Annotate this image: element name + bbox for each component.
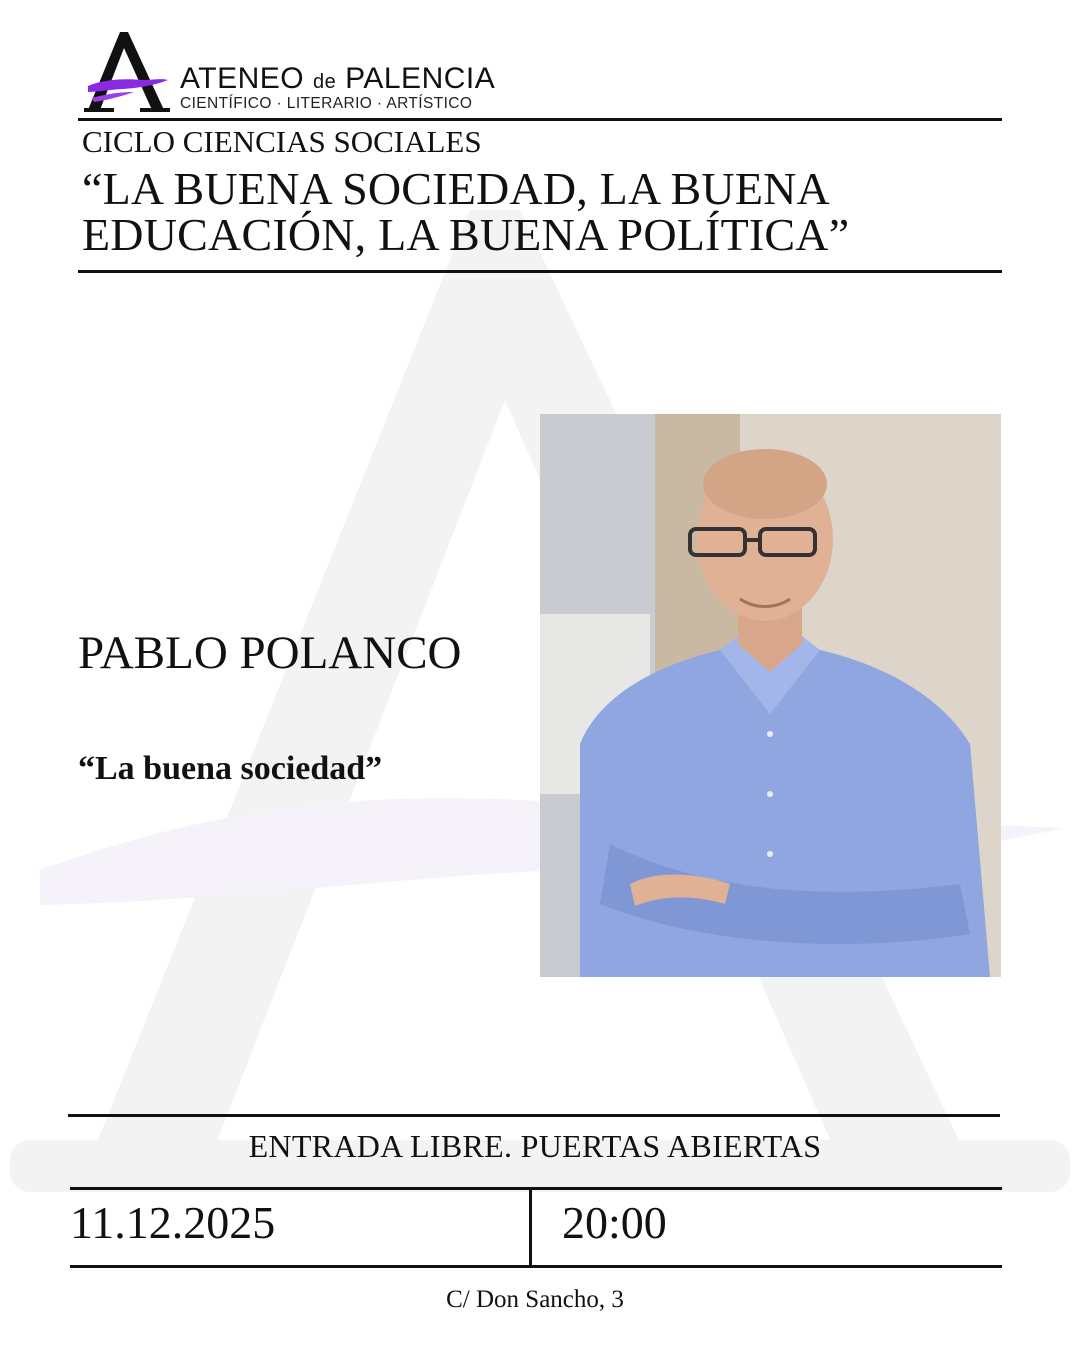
date-bottom-rule	[70, 1265, 1002, 1268]
talk-title: “La buena sociedad”	[78, 750, 383, 787]
speaker-name: PABLO POLANCO	[78, 627, 462, 679]
title-rule	[78, 270, 1002, 273]
logo-name-part-1: ATENEO	[180, 62, 305, 95]
event-time: 20:00	[562, 1197, 667, 1248]
date-top-rule	[70, 1187, 1002, 1190]
logo-name	[180, 64, 495, 94]
entry-top-rule	[68, 1114, 1000, 1117]
logo-subtitle: CIENTÍFICO · LITERARIO · ARTÍSTICO	[180, 95, 473, 112]
logo-name-part-2: PALENCIA	[345, 62, 496, 95]
top-rule	[78, 118, 1002, 121]
event-title-line-1: “LA BUENA SOCIEDAD, LA BUENA	[82, 163, 830, 214]
event-title-line-2: EDUCACIÓN, LA BUENA POLÍTICA”	[82, 209, 850, 260]
logo-name-de: de	[312, 71, 337, 93]
ateneo-logo-icon	[82, 28, 172, 118]
event-date: 11.12.2025	[70, 1197, 276, 1248]
date-time-divider	[529, 1190, 532, 1268]
cycle-label: CICLO CIENCIAS SOCIALES	[82, 124, 482, 159]
entry-info: ENTRADA LIBRE. PUERTAS ABIERTAS	[248, 1128, 822, 1164]
speaker-photo	[540, 414, 1001, 977]
venue-address: C/ Don Sancho, 3	[446, 1286, 624, 1313]
